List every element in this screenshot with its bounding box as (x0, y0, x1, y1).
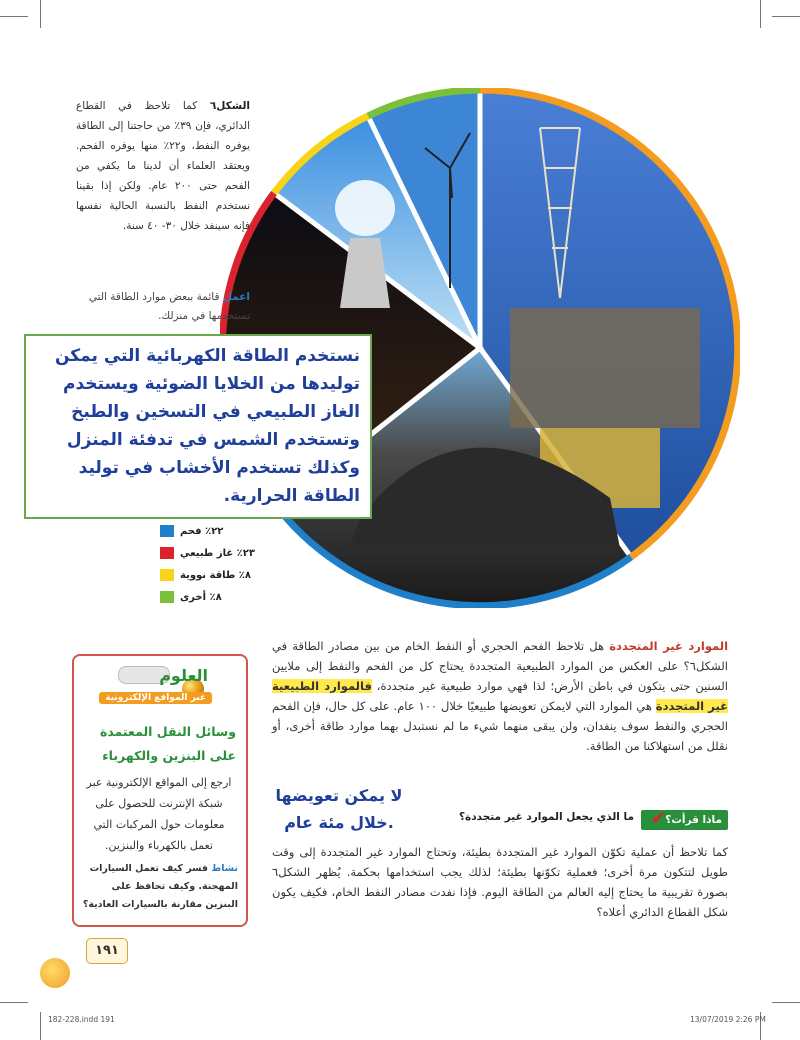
checkmark-icon: ✔ (650, 808, 666, 829)
crop-mark (772, 1002, 800, 1003)
figure-caption-text: كما تلاحظ في القطاع الدائري، فإن ٣٩٪ من حاجتنا إلى الطاقة يوفره النفط، و٢٢٪ منها يوفره الفحم. ويعتقد العلماء أن لدينا ما يكفي من الفحم حتى ٢٠٠ عام. ولكن إذا بقينا نستخدم النفط بالنسبة الحالية نفسها فإنه سينفد خلال ٣٠- ٤٠ سنة. (76, 100, 251, 232)
legend-label: ٢٢٪ فحم (180, 525, 224, 537)
legend-item (160, 542, 260, 564)
section-heading: الموارد غير المتجددة (609, 639, 729, 653)
legend-label: ٨٪ أخرى (180, 591, 222, 603)
sidebar-brand-sub: عبر المواقع الإلكترونية (99, 692, 212, 704)
legend-label: ٢٣٪ غاز طبيعي (180, 547, 255, 559)
print-slug-right: 13/07/2019 2:26 PM (690, 1015, 766, 1024)
sidebar-body: ارجع إلى المواقع الإلكترونية عبر شبكة الإنترنت للحصول على معلومات حول المركبات التي تعمل بالكهرباء والبنزين. (86, 776, 232, 852)
print-slug-left: 182-228.indd 191 (48, 1015, 115, 1024)
handwritten-answer-note: لا يمكن تعويضها خلال مئة عام. (275, 786, 403, 832)
para1-part-b: هي الموارد التي لايمكن تعويضها طبيعيًا خلال ١٠٠ عام. على كل حال، فإن الفحم الحجري والنفط سوف ينفدان، ولن يبقى منهما شيء ما لم نستبدل بهما موارد طاقة أخرى، أو نقلل من استهلاكنا من الطاقة. (272, 699, 728, 753)
crop-mark (0, 1002, 28, 1003)
activity-keyword: اعمل (222, 291, 250, 303)
reading-check-question: ما الذي يجعل الموارد غير متجددة؟ (458, 811, 634, 823)
pie-legend (160, 520, 260, 608)
legend-swatch (160, 525, 174, 537)
crop-mark (760, 0, 761, 28)
crop-mark (40, 0, 41, 28)
science-online-sidebar (72, 654, 248, 927)
sidebar-brand: العلوم (159, 666, 208, 685)
legend-swatch (160, 547, 174, 559)
figure-caption (76, 96, 250, 236)
legend-item (160, 586, 260, 608)
crop-mark (40, 1012, 41, 1040)
sidebar-header (78, 662, 238, 708)
figure-label: الشكل٦ (209, 100, 250, 112)
legend-item (160, 564, 260, 586)
activity-text: قائمة ببعض موارد الطاقة التي تستخدمها في منزلك. (88, 291, 250, 322)
crop-mark (772, 16, 800, 17)
para1-part-a: هل تلاحظ الفحم الحجري أو النفط الخام من بين مصادر الطاقة في الشكل٦؟ على العكس من الموارد الطبيعية المتجددة يحتاج كل من الفحم والنفط إلى ملايين السنين حتى يتكون في باطن الأرض؛ لذا فهي موارد طبيعية غير متجددة، (272, 639, 728, 693)
sidebar-title: وسائل النقل المعتمدة على البنزين والكهرباء (99, 724, 236, 763)
figure-activity (76, 288, 250, 326)
crop-mark (0, 16, 28, 17)
page-number: ١٩١ (86, 938, 128, 964)
reading-check (272, 808, 728, 832)
legend-item (160, 520, 260, 542)
legend-swatch (160, 569, 174, 581)
sidebar-activity-text: فسر كيف تعمل السيارات المهجنة. وكيف تحافظ على البنزين مقارنة بالسيارات العادية؟ (82, 863, 238, 910)
answer-overlay-box: نستخدم الطاقة الكهربائية التي يمكن توليدها من الخلايا الضوئية ويستخدم الغاز الطبيعي في التسخين والطبخ وتستخدم الشمس في تدفئة المنزل وكذلك تستخدم الأخشاب في توليد الطاقة الحرارية. (24, 334, 372, 519)
legend-swatch (160, 591, 174, 603)
publisher-logo-icon (40, 958, 70, 988)
legend-label: ٨٪ طاقة نووية (180, 569, 252, 581)
main-paragraph-1 (272, 636, 728, 756)
reading-check-badge: ماذا قرأت؟ (641, 810, 728, 830)
sidebar-activity (78, 860, 238, 914)
highlighted-term: فالموارد الطبيعية غير المتجددة (272, 679, 729, 713)
main-paragraph-2: كما تلاحظ أن عملية تكوّن الموارد غير المتجددة بطيئة، وتحتاج الموارد غير المتجددة إلى وقت طويل لتتكون مرة أخرى؛ فعملية تكوّنها بطيئة؛ لذلك يجب استخدامها بحكمة. يُظهر الشكل٦ بصورة تقريبية ما يحتاج إليه العالم من الطاقة اليوم. فإذا نفدت مصادر النفط الخام، فكيف يكون شكل القطاع الدائري أعلاه؟ (272, 845, 728, 919)
sidebar-activity-keyword: نشاط (211, 863, 238, 874)
